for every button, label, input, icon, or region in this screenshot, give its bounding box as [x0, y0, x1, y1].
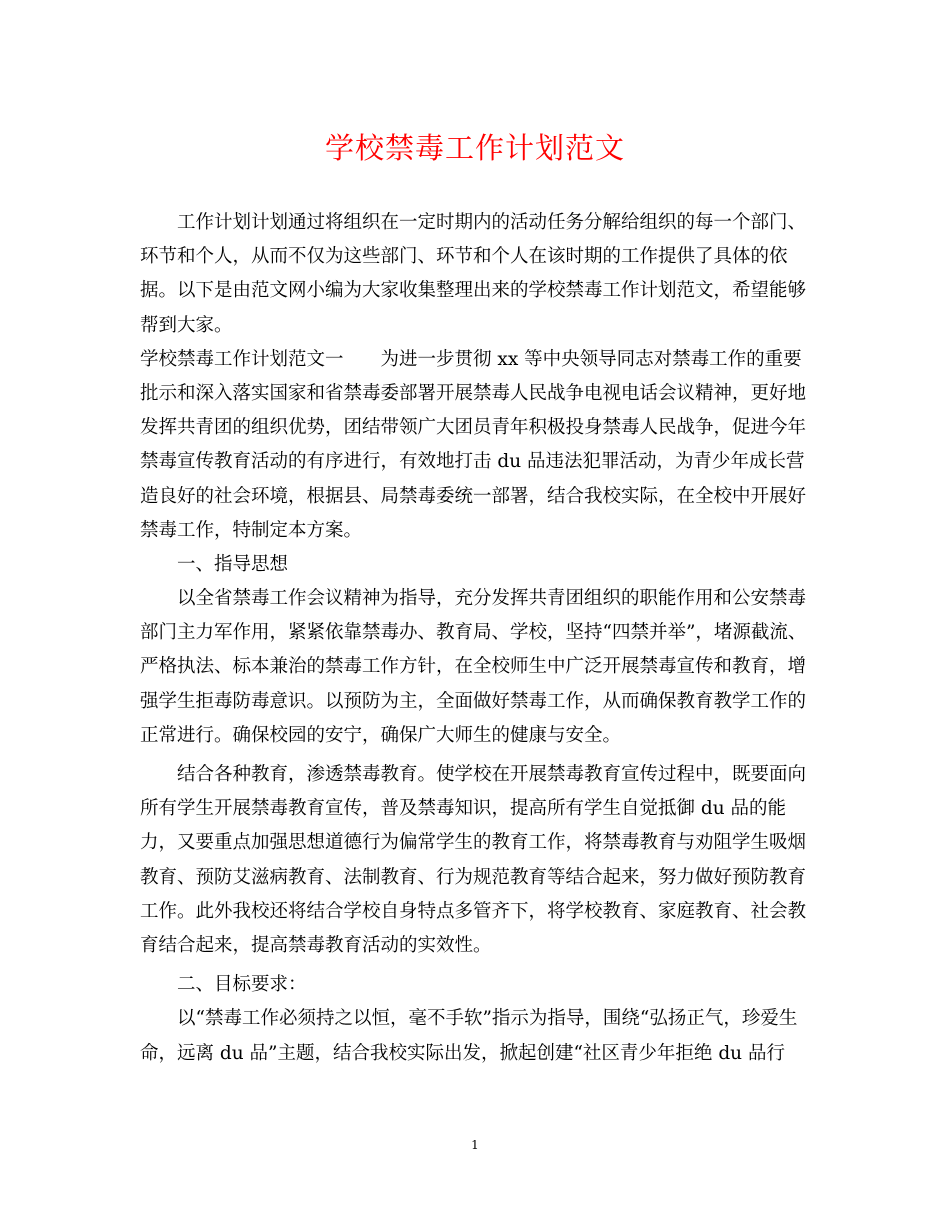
text-line: 帮到大家。: [140, 314, 233, 336]
document-title: 学校禁毒工作计划范文: [324, 131, 625, 165]
text-line: 以“禁毒工作必须持之以恒，毫不手软”指示为指导，围绕“弘扬正气，珍爱生: [140, 1008, 798, 1030]
text-line: 发挥共青团的组织优势，团结带领广大团员青年积极投身禁毒人民战争，促进今年: [140, 417, 807, 439]
text-line: 强学生拒毒防毒意识。以预防为主，全面做好禁毒工作，从而确保教育教学工作的: [140, 690, 807, 712]
text-line: 命，远离 du 品”主题，结合我校实际出发，掀起创建“社区青少年拒绝 du 品行: [140, 1042, 785, 1064]
text-line: 造良好的社会环境，根据县、局禁毒委统一部署，结合我校实际，在全校中开展好: [140, 485, 807, 507]
text-line: 学校禁毒工作计划范文一 为进一步贯彻 xx 等中央领导同志对禁毒工作的重要: [140, 348, 802, 370]
text-line: 教育、预防艾滋病教育、法制教育、行为规范教育等结合起来，努力做好预防教育: [140, 866, 807, 888]
page-number: 1: [471, 1138, 479, 1152]
text-line: 工作计划计划通过将组织在一定时期内的活动任务分解给组织的每一个部门、: [140, 212, 807, 233]
text-line: 环节和个人，从而不仅为这些部门、环节和个人在该时期的工作提供了具体的依: [140, 246, 788, 268]
text-line: 部门主力军作用，紧紧依靠禁毒办、教育局、学校，坚持“四禁并举”，堵源截流、: [140, 622, 807, 644]
document-body: [140, 206, 820, 1071]
text-line: 批示和深入落实国家和省禁毒委部署开展禁毒人民战争电视电话会议精神，更好地: [140, 382, 807, 404]
text-line: 结合各种教育，渗透禁毒教育。使学校在开展禁毒教育宣传过程中，既要面向: [140, 764, 807, 785]
text-line: 正常进行。确保校园的安宁，确保广大师生的健康与安全。: [140, 724, 622, 746]
text-line: 力，又要重点加强思想道德行为偏常学生的教育工作，将禁毒教育与劝阻学生吸烟: [140, 832, 807, 854]
text-line: 严格执法、标本兼治的禁毒工作方针，在全校师生中广泛开展禁毒宣传和教育，增: [140, 656, 807, 678]
section-heading: 一、指导思想: [140, 553, 289, 575]
text-line: 育结合起来，提高禁毒教育活动的实效性。: [140, 934, 492, 956]
text-line: 工作。此外我校还将结合学校自身特点多管齐下，将学校教育、家庭教育、社会教: [140, 900, 807, 922]
text-line: 禁毒工作，特制定本方案。: [140, 519, 363, 541]
text-line: 以全省禁毒工作会议精神为指导，充分发挥共青团组织的职能作用和公安禁毒: [140, 588, 807, 610]
section-heading: 二、目标要求：: [140, 974, 307, 996]
text-line: 据。以下是由范文网小编为大家收集整理出来的学校禁毒工作计划范文，希望能够: [140, 280, 807, 302]
text-line: 所有学生开展禁毒教育宣传，普及禁毒知识，提高所有学生自觉抵御 du 品的能: [140, 798, 787, 820]
text-line: 禁毒宣传教育活动的有序进行，有效地打击 du 品违法犯罪活动，为青少年成长营: [140, 451, 805, 473]
